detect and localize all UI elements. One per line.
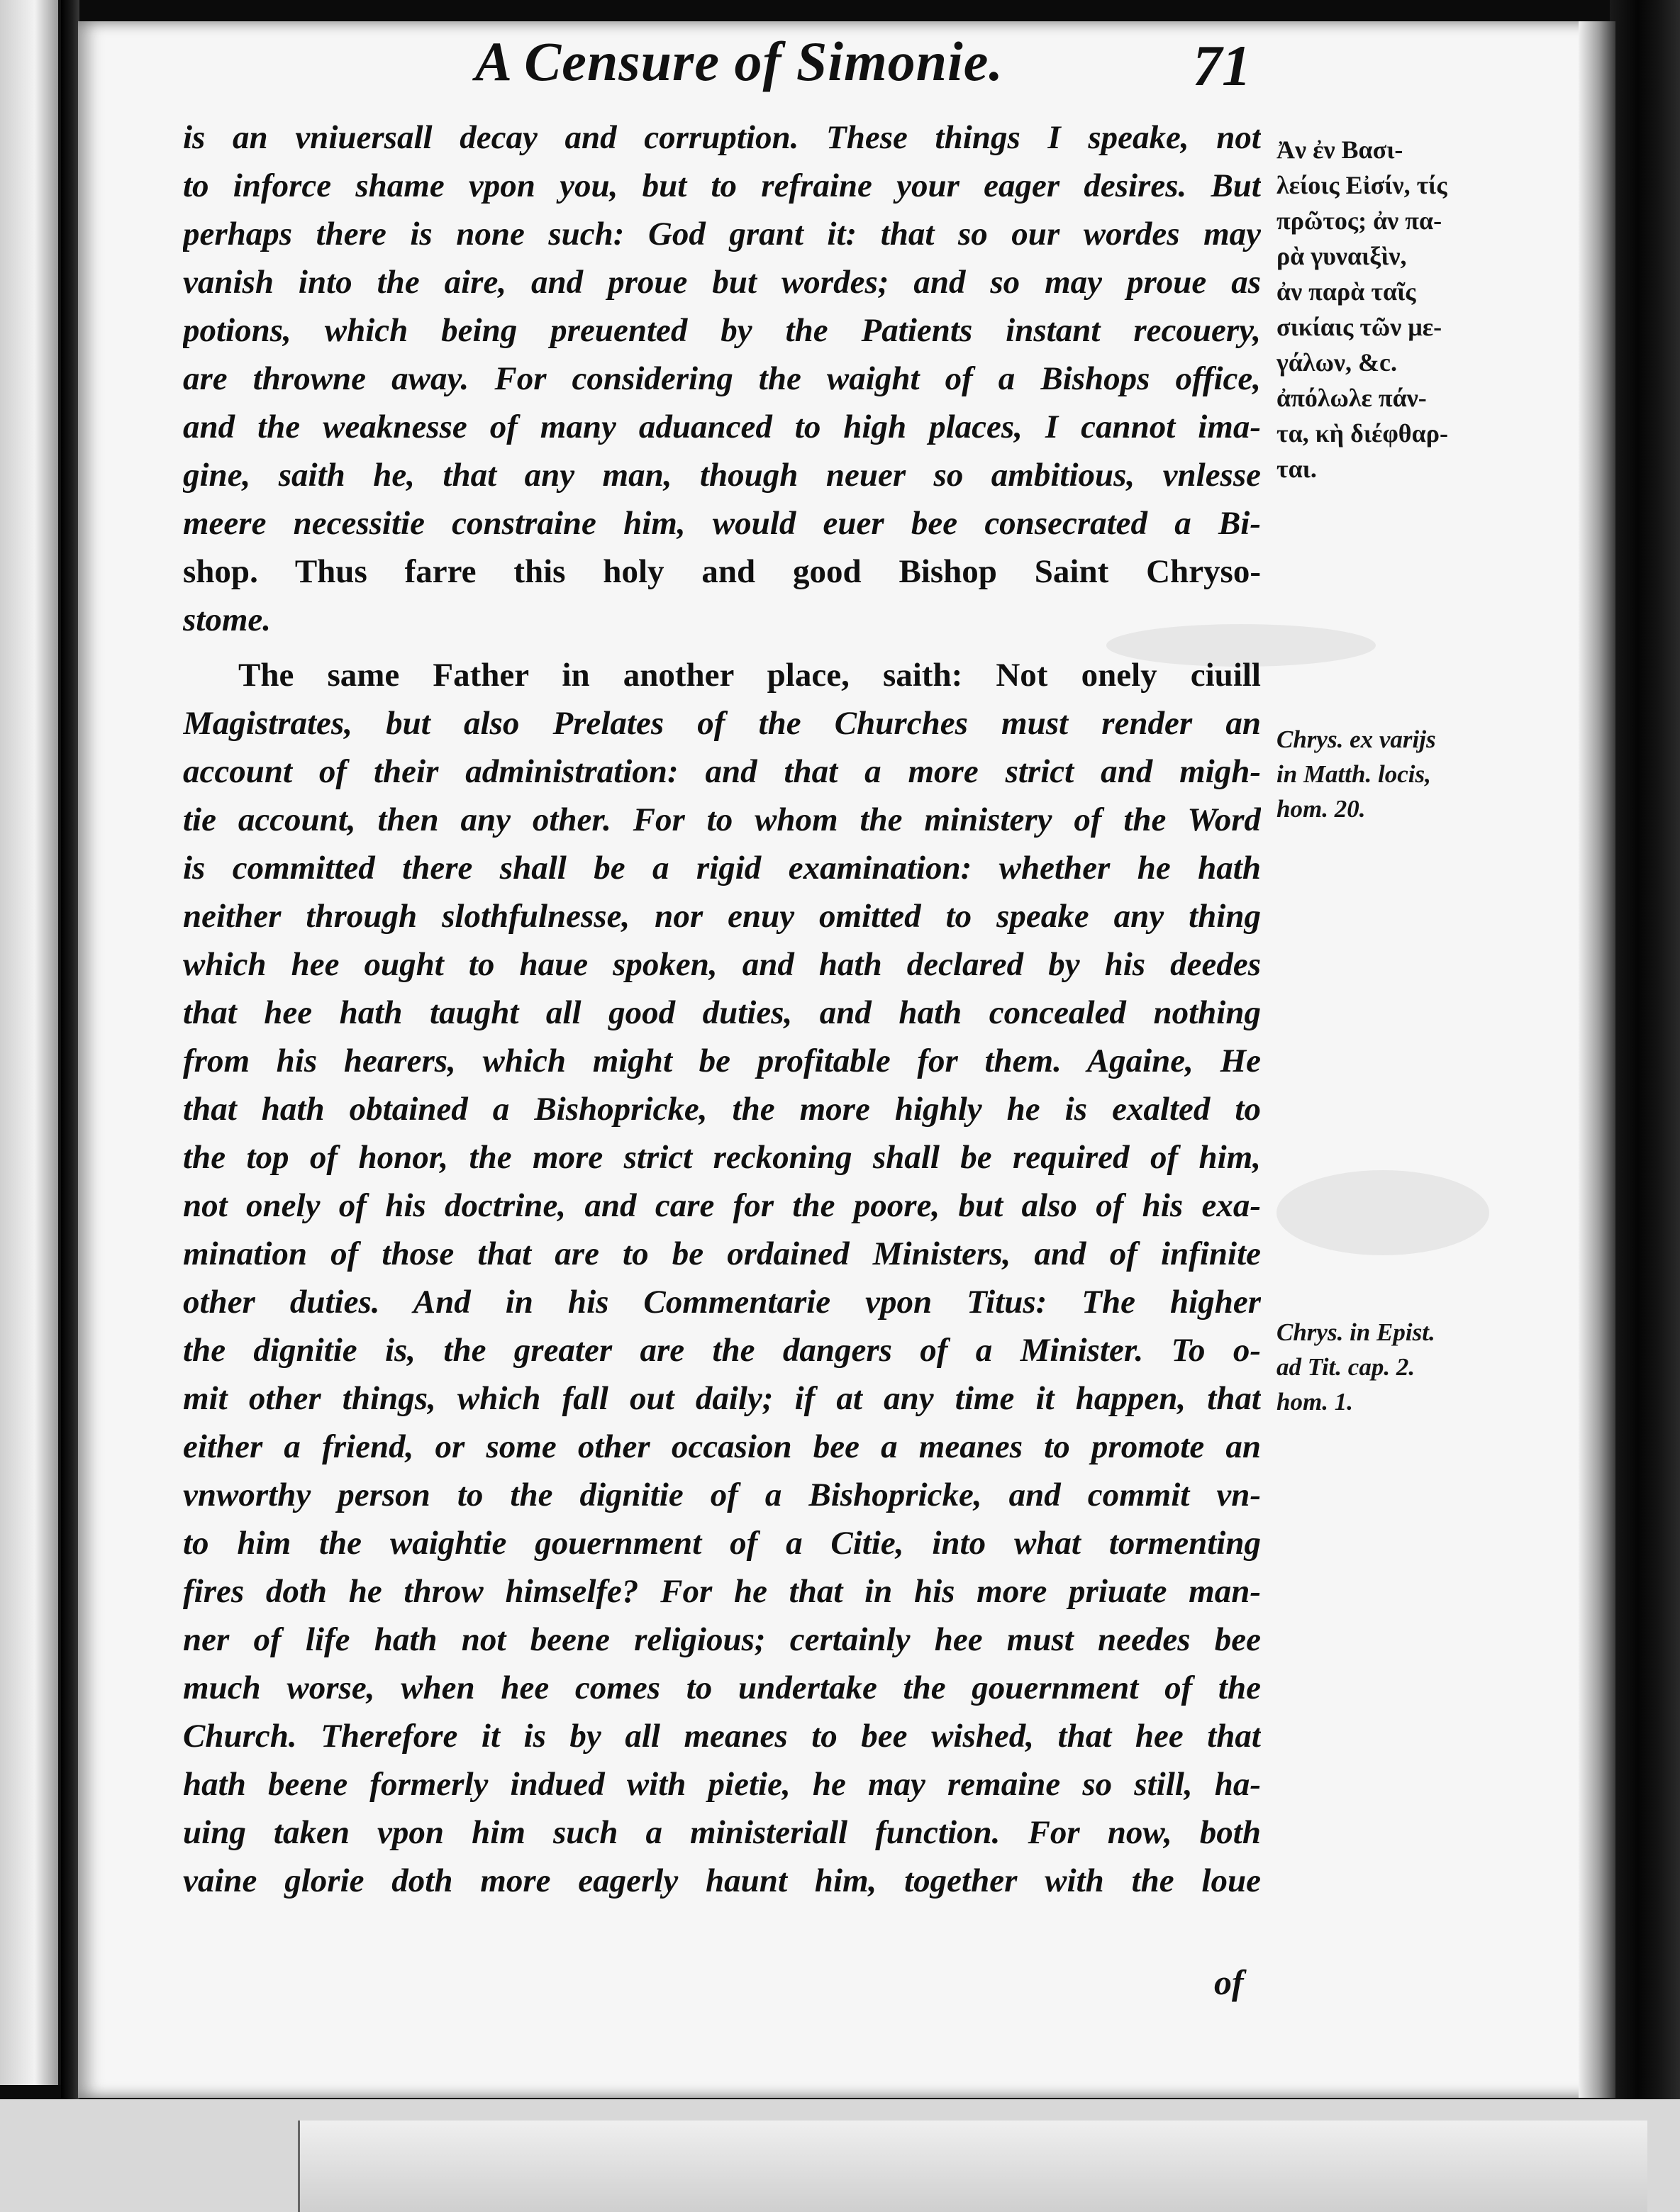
text-line: stome.: [183, 601, 272, 638]
text-line: from his hearers, which might be profitable for them. Againe, He: [183, 1043, 1261, 1079]
margin-note-line: ἀν παρὰ ταῖς: [1276, 277, 1416, 306]
text-line: the top of honor, the more strict reckoning shall be required of him,: [183, 1139, 1261, 1176]
text-line: are throwne away. For considering the waight of a Bishops office,: [183, 360, 1261, 397]
text-line: fires doth he throw himselfe? For he that in his more priuate man-: [183, 1573, 1261, 1610]
book-gutter: [61, 0, 79, 2099]
page-number: 71: [1193, 33, 1251, 98]
text-line: not onely of his doctrine, and care for the poore, but also of his exa-: [183, 1187, 1261, 1224]
text-line: uing taken vpon him such a ministeriall function. For now, both: [183, 1814, 1261, 1851]
bleed-through-mark: [1276, 1170, 1489, 1255]
text-line: mination of those that are to be ordained Ministers, and of infinite: [183, 1235, 1261, 1272]
margin-note-line: ad Tit. cap. 2.: [1276, 1353, 1415, 1381]
text-line: hath beene formerly indued with pietie, he may remaine so still, ha-: [183, 1766, 1261, 1803]
paragraph-gap: [183, 644, 1261, 651]
main-text-block: [183, 113, 1261, 1905]
text-line: potions, which being preuented by the Patients instant recouery,: [183, 312, 1261, 349]
margin-note-line: γάλων, &c.: [1276, 348, 1397, 377]
text-line: vaine glorie doth more eagerly haunt him, together with the loue: [183, 1862, 1261, 1899]
text-line: meere necessitie constraine him, would euer bee consecrated a Bi-: [183, 505, 1261, 542]
text-line: gine, saith he, that any man, though neuer so ambitious, vnlesse: [183, 457, 1261, 494]
margin-note-line: σικίαις τῶν με-: [1276, 313, 1442, 341]
margin-note-line: in Matth. locis,: [1276, 760, 1431, 788]
margin-note-line: ται.: [1276, 455, 1317, 483]
text-line: to inforce shame vpon you, but to refraine your eager desires. But: [183, 167, 1261, 204]
text-line: much worse, when hee comes to undertake the gouernment of the: [183, 1669, 1261, 1706]
margin-note-line: ρὰ γυναιξὶν,: [1276, 242, 1407, 270]
page-block-below: [298, 2121, 1647, 2212]
margin-note-line: λείοις Εἰσίν, τίς: [1276, 171, 1447, 199]
margin-note-line: τα, κὴ διέφθαρ-: [1276, 419, 1448, 448]
text-line: other duties. And in his Commentarie vpon Titus: The higher: [183, 1284, 1261, 1321]
text-line: Church. Therefore it is by all meanes to bee wished, that hee that: [183, 1718, 1261, 1755]
margin-note-line: ἀπόλωλε πάν-: [1276, 384, 1427, 412]
text-line: is an vniuersall decay and corruption. These things I speake, not: [183, 119, 1261, 156]
text-line: vnworthy person to the dignitie of a Bishopricke, and commit vn-: [183, 1477, 1261, 1513]
text-line: Magistrates, but also Prelates of the Churches must render an: [183, 705, 1261, 742]
text-line: is committed there shall be a rigid examination: whether he hath: [183, 850, 1261, 887]
page-header: [468, 30, 1319, 108]
text-line: either a friend, or some other occasion bee a meanes to promote an: [183, 1428, 1261, 1465]
text-line: ner of life hath not beene religious; certainly hee must needes bee: [183, 1621, 1261, 1658]
margin-note-line: Chrys. in Epist.: [1276, 1318, 1435, 1346]
text-line: to him the waightie gouernment of a Citie, into what tormenting: [183, 1525, 1261, 1562]
text-line: mit other things, which fall out daily; if at any time it happen, that: [183, 1380, 1261, 1417]
text-line: tie account, then any other. For to whom the ministery of the Word: [183, 801, 1261, 838]
margin-note-chrysostom-titus: [1276, 1315, 1518, 1419]
text-line: that hath obtained a Bishopricke, the more highly he is exalted to: [183, 1091, 1261, 1128]
margin-note-chrysostom-matthew: [1276, 722, 1518, 826]
text-line: perhaps there is none such: God grant it: that so our wordes may: [183, 216, 1261, 252]
text-line: the dignitie is, the greater are the dangers of a Minister. To o-: [183, 1332, 1261, 1369]
margin-note-line: hom. 20.: [1276, 795, 1366, 823]
text-line: that hee hath taught all good duties, and hath concealed nothing: [183, 994, 1261, 1031]
text-line: and the weaknesse of many aduanced to high places, I cannot ima-: [183, 409, 1261, 445]
text-line: vanish into the aire, and proue but wordes; and so may proue as: [183, 264, 1261, 301]
margin-note-line: Chrys. ex varijs: [1276, 726, 1436, 753]
scanner-background-right: [1610, 0, 1680, 2212]
catchword: of: [1214, 1962, 1244, 2002]
text-line: neither through slothfulnesse, nor enuy omitted to speake any thing: [183, 898, 1261, 935]
margin-note-line: πρῶτος; ἀν πα-: [1276, 206, 1442, 235]
margin-note-line: hom. 1.: [1276, 1388, 1353, 1416]
facing-page-edge: [0, 0, 61, 2085]
text-line: account of their administration: and that a more strict and migh-: [183, 753, 1261, 790]
text-line: shop. Thus farre this holy and good Bishop Saint Chryso-: [183, 553, 1261, 590]
margin-note-line: Ἀν ἐν Βασι-: [1276, 135, 1403, 164]
text-line: which hee ought to haue spoken, and hath declared by his deedes: [183, 946, 1261, 983]
text-line: The same Father in another place, saith: Not onely ciuill: [238, 657, 1261, 694]
page-fore-edge: [1579, 21, 1615, 2098]
running-title: A Censure of Simonie.: [475, 30, 1003, 92]
margin-note-greek: [1276, 132, 1518, 487]
